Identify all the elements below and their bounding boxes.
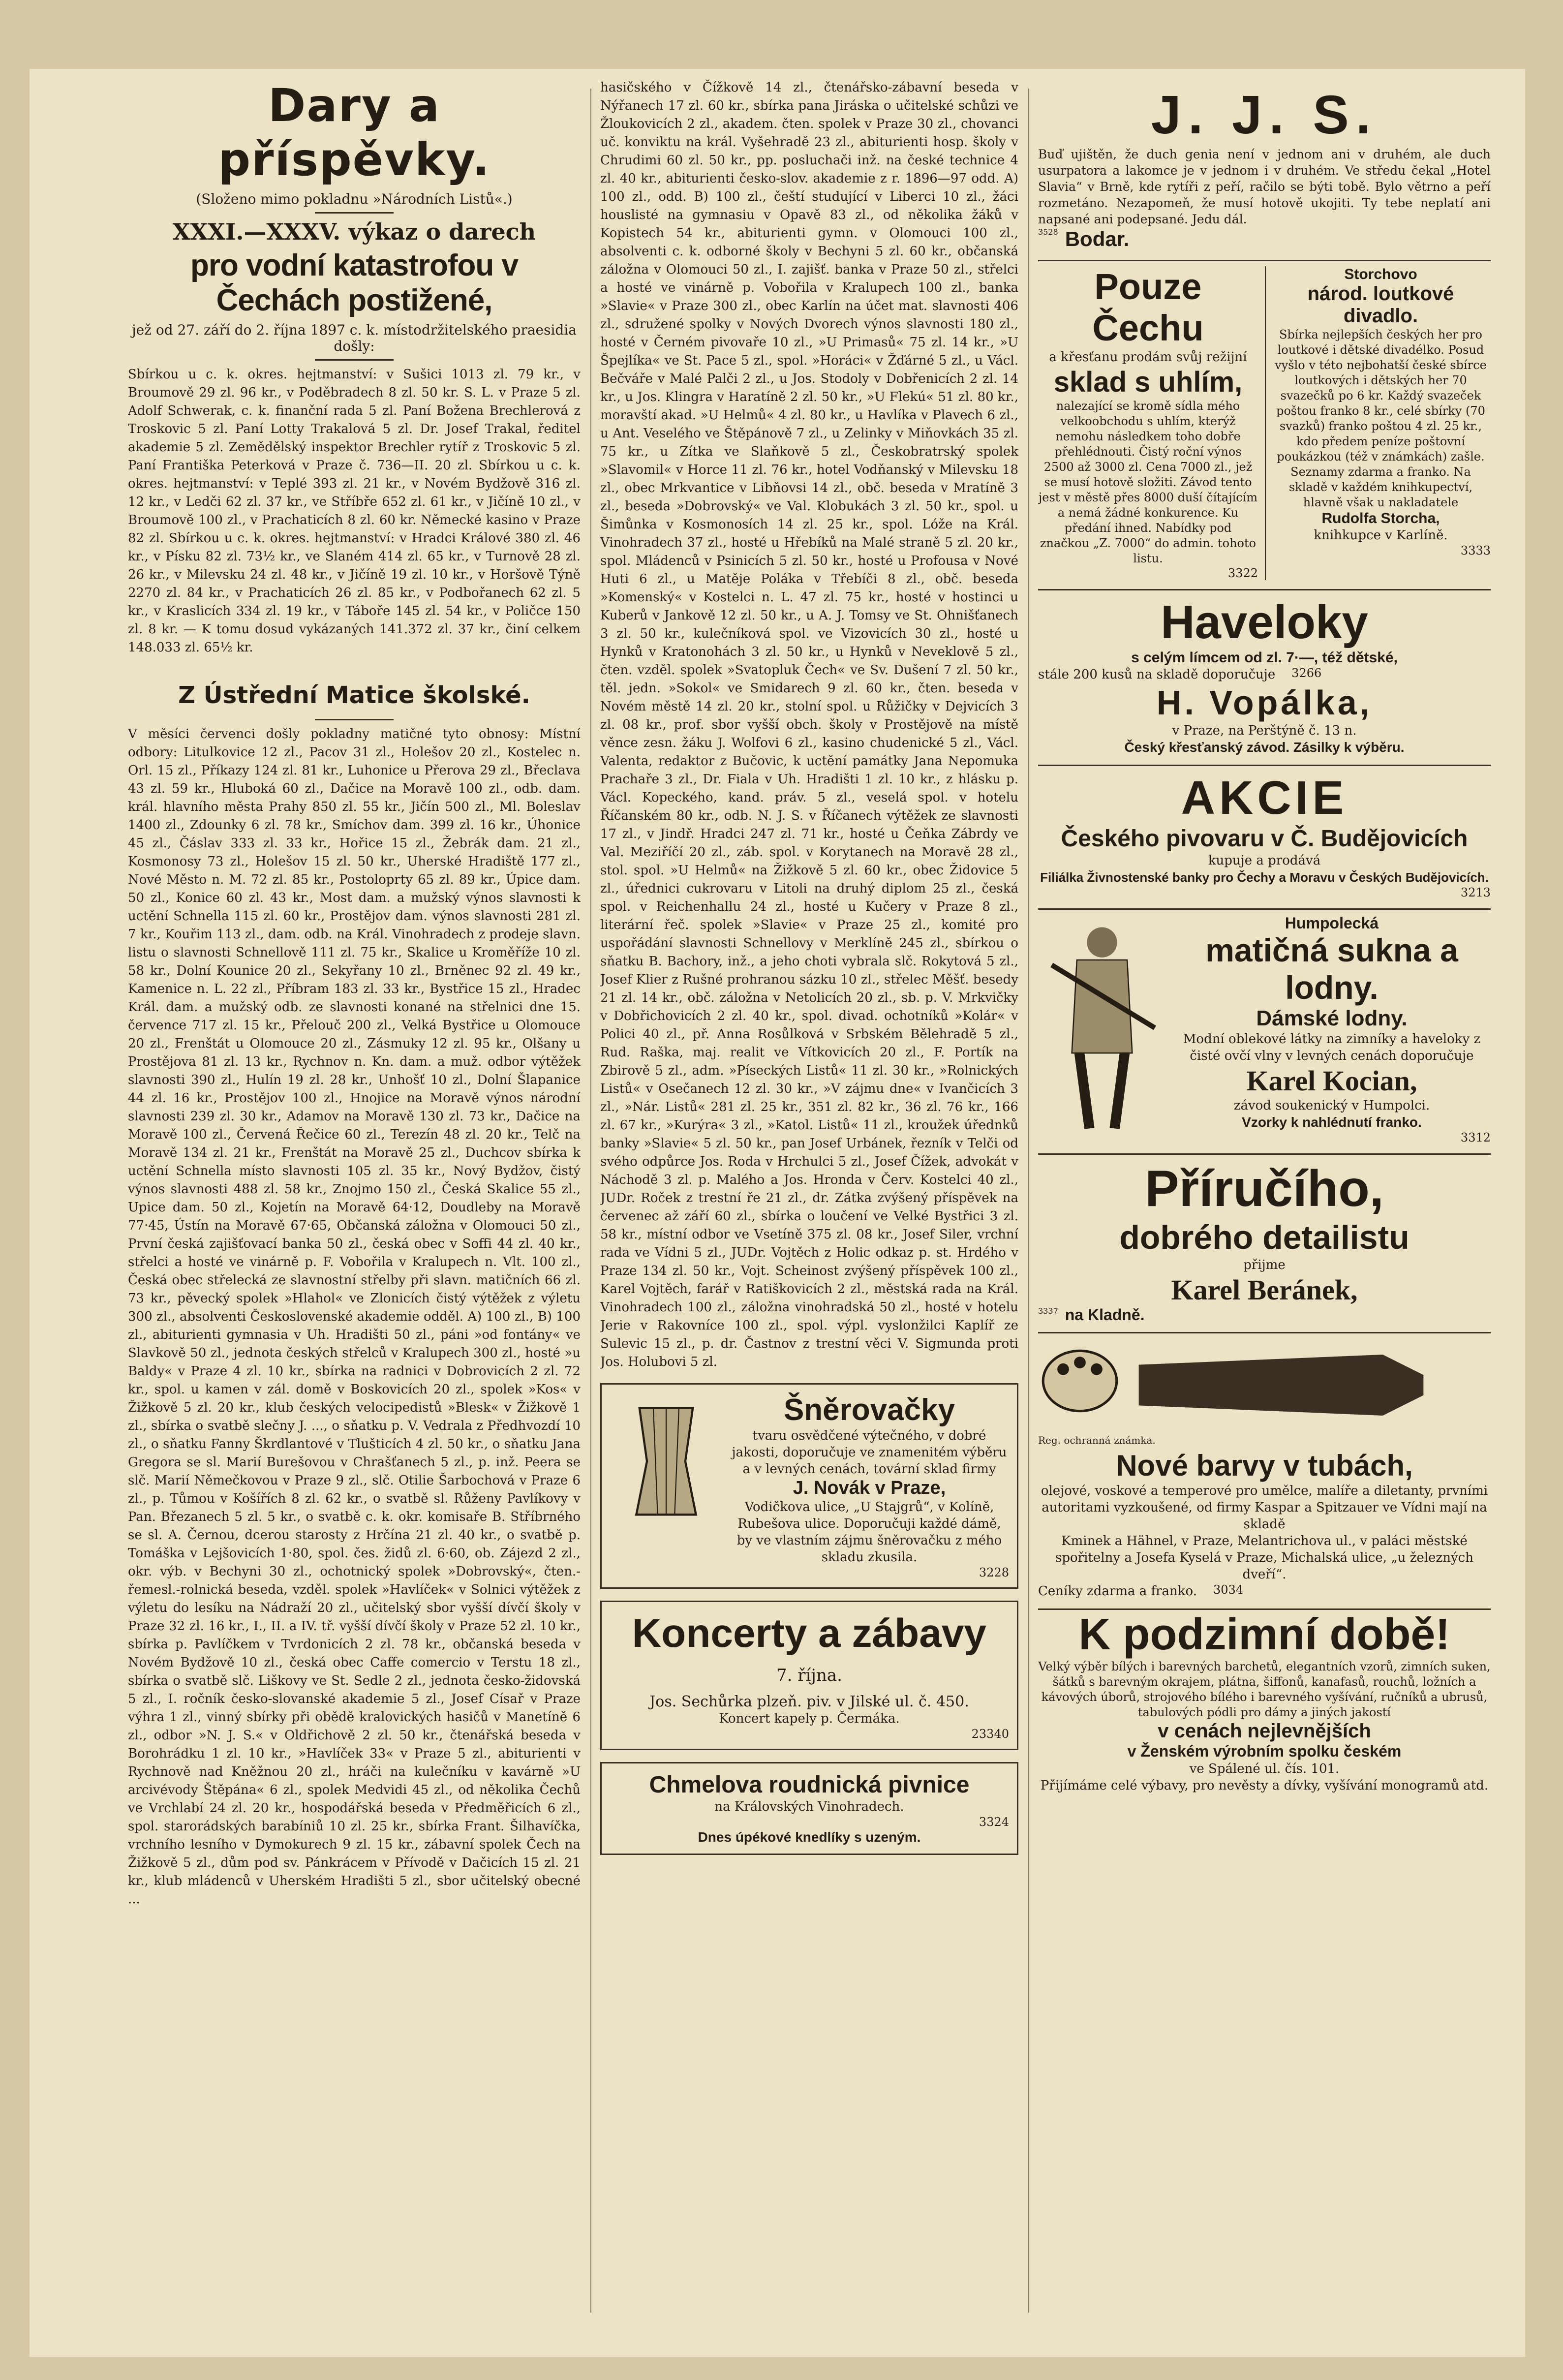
column-2 xyxy=(600,79,1018,1867)
ad-firm: v Ženském výrobním spolku českém xyxy=(1127,1742,1402,1760)
ad-title: J. J. S. xyxy=(1151,85,1378,145)
ad-firm: Rudolfa Storcha, xyxy=(1321,510,1440,526)
ad-title: Šněrovačky xyxy=(783,1393,955,1427)
page-title: Dary a příspěvky. xyxy=(218,79,490,186)
ad-line: v cenách nejlevnějších xyxy=(1158,1720,1371,1742)
matice-title: Z Ústřední Matice školské. xyxy=(178,681,530,709)
ad-number: 3333 xyxy=(1460,544,1491,557)
ad-tag: Reg. ochranná známka. xyxy=(1038,1434,1156,1446)
ad-text2: stále 200 kusů na skladě doporučuje xyxy=(1038,667,1276,682)
ad-corsets xyxy=(600,1383,1018,1589)
ad-number: 3322 xyxy=(1227,566,1258,580)
ad-address: v Praze, na Perštýně č. 13 n. xyxy=(1172,723,1357,738)
ad-text: s celým límcem od zl. 7·—, též dětské, xyxy=(1131,649,1398,666)
ad-akcie xyxy=(1038,766,1491,910)
paint-tube-icon xyxy=(1129,1338,1434,1432)
ad-prirucni xyxy=(1038,1155,1491,1333)
ad-concerts xyxy=(600,1601,1018,1750)
ad-title: národ. loutkové divadlo. xyxy=(1307,283,1454,327)
ad-number: 3337 xyxy=(1038,1306,1058,1316)
ad-paints xyxy=(1038,1333,1491,1610)
ad-address: na Kladně. xyxy=(1065,1306,1145,1324)
ad-text: tvaru osvědčené výtečného, v dobré jakosti, doporučuje ve znamenitém výběru a v levných cenách, tovární sklad firmy xyxy=(732,1428,1007,1477)
ad-haveloky xyxy=(1038,590,1491,766)
ad-line: kupuje a prodává xyxy=(1208,853,1321,868)
ad-text: Velký výběr bílých i barevných barchetů, elegantních vzorů, zimních suken, šátků s barevným okrajem, plátna, šiffonů, kanafasů, rouchů, ložních a kávových úborů, strojového bílého i barevného vyšívání, ručníků a ubrusů, tabulových pódli pro dámy a jiných jakostí xyxy=(1038,1660,1491,1719)
ad-sub: Seznamy zdarma a franko. Na skladě v každém knihkupectví, hlavně však u nakladatele xyxy=(1288,465,1473,509)
divider xyxy=(315,359,394,361)
ad-head: Storchovo xyxy=(1344,266,1417,282)
ad-firm: Kminek a Hähnel, v Praze, Melantrichova ul., v paláci městské spořitelny a Josefa Kyselá v Praze, Michalská ulice, „u železných dveří“. xyxy=(1055,1534,1473,1582)
ad-number: 3228 xyxy=(979,1566,1009,1579)
hunter-figure-icon xyxy=(1038,915,1166,1141)
ad-title: Chmelova roudnická pivnice xyxy=(649,1772,970,1798)
ad-humpolec xyxy=(1038,910,1491,1155)
ad-sub2: Vzorky k nahlédnutí franko. xyxy=(1242,1114,1422,1130)
ad-number: 3528 xyxy=(1038,227,1058,237)
newspaper-page xyxy=(30,69,1525,2357)
ad-sub: Dámské lodny. xyxy=(1256,1006,1408,1030)
matice-text: V měsíci červenci došly pokladny matičné tyto obnosy: Místní odbory: Litulkovice 12 zl., Pacov 31 zl., Holešov 20 zl., Kostelec n. Orl. 15 zl., Příkazy 124 zl. 81 kr., Luhonice u Přerova 29 zl., Břeclava 43 zl. 59 kr., Hluboká 60 zl., Dačice na Moravě 100 zl., odb. dam. král. hlavního města Prahy 850 zl. 55 kr., Jičín 500 zl., Ml. Boleslav 1400 zl., Zdounky 6 zl. 78 kr., Smíchov dam. 399 zl. 16 kr., Úhonice 45 zl., Čáslav 333 zl. 33 kr., Hořice 15 zl., Žebrák dam. 21 zl., Kosmonosy 73 zl., Holešov 15 zl. 50 kr., Uherské Hradiště 177 zl., Nové Město n. M. 72 zl. 85 kr., Postoloprty 65 zl. 89 kr., Úpice dam. 50 zl., Konice 60 zl. 43 kr., Most dam. a mužský výnos slavnosti k uctění Schnella 115 zl. 60 kr., Prostějov dam. výnos slavnosti 281 zl. 7 kr., Kouřim 113 zl., dam. odb. na Král. Vinohradech z prodeje slavn. listu o slavnosti Schnellově 111 zl. 75 kr., Skalice u Kroměříže 10 zl. 58 kr., Dolní Kounice 20 zl., Sekyřany 10 zl., Brněnec 92 zl. 49 kr., Kamenice n. L. 22 zl., Příbram 183 zl. 33 kr., Bystřice 15 zl., Hradec Král. dam. a mužský odb. ze slavnosti konané na střelnici dne 15. července 717 zl. 15 kr., Přelouč 200 zl., Velká Bystřice u Olomouce 20 zl., Frenštát u Olomouce 20 zl., Zásmuky 12 zl. 95 kr., Olšany u Prostějova 81 zl. 13 kr., Rychnov n. Kn. dam. a muž. odbor výtěžek slavnosti 390 zl., Hulín 19 zl. 28 kr., Unhošť 10 zl., Dolní Šlapanice 44 zl. 16 kr., Prostějov 100 zl., Hnojice na Moravě výnos národní slavnosti 239 zl. 30 kr., Adamov na Moravě 130 zl. 73 kr., Dačice na Moravě 100 zl., Červená Řečice 60 zl., Terezín 48 zl. 20 kr., Telč na Moravě 134 zl. 21 kr., Frenštát na Moravě 25 zl., Duchcov sbírka k uctění Schnella místo slavnosti 105 zl. 35 kr., Nový Bydžov, čistý výnos slavnosti 488 zl. 58 kr., Znojmo 150 zl., Česká Skalice 55 zl., Upice dam. 50 zl., Kojetín na Moravě 64·12, Doudleby na Moravě 77·45, Ústín na Moravě 67·65, Občanská záložna v Olomouci 50 zl., První česká zajišťovací banka 50 zl., česká obec v Soffi 44 zl. 40 kr., střelci a hosté ve vinárně p. F. Vobořila v Kralupech n. Vlt. 100 zl., Česká obec střelecká ze slavnostní střelby při slavn. matičních 66 zl. 73 kr., pěvecký spolek »Hlahol« ve Zlonicích čistý výtěžek z výletu 300 zl., absolventi Československé akademie odděl. A) 100 zl., B) 100 zl., abiturienti gymnasia v Uh. Hradišti 50 zl., páni »od fontány« ve Slavkově 50 zl., jednota českých střelců v Kralupech 300 zl., hosté »u Baldy« v Praze 4 zl. 10 kr., sbírka na radnici v Dobrovicích 2 zl. 72 kr., spol. u kamen v zál. domě v Boskovicích 20 zl., spolek »Kos« v Žižkově 5 zl. 20 kr., klub českých velocipedistů »Blesk« v Žižkově 1 zl., sbírka o svatbě slečny J. ..., o sňatku p. V. Vedrala z Předhvozdí 10 zl., o sňatku Fanny Škrdlantové v Tlušticích 4 zl. 50 kr., o sňatku Jana Gregora se sl. Marií Burešovou v Chrašťanech 5 zl., p. inž. Peera se slč. Marií Němečkovou v Praze 9 zl., slč. Otilie Šarbochová v Praze 6 zl., p. Tůmou v Košířích 8 zl. 62 kr., o svatbě sl. Růženy Pavlíkovy v Pan. Březanech 5 zl. 5 kr., o svatbě c. k. okr. komisaře B. Stříbrného se sl. A. Černou, dcerou starosty z Hrčína 21 zl. 40 kr., o svatbě p. Tomáška v Lejšovicích 1·80, spol. čes. židů zl. 6·60, ob. Zájezd 2 zl., okr. výb. v Bechyni 30 zl., ochotnický spolek »Dobrovský«, čten.-řemesl.-rolnická beseda, vzděl. spolek »Havlíček« v Solnici výtěžek z výletu do lesíku na Nádraží 20 zl., učitelský sbor vyšší dívčí školy v Praze 32 zl. 16 kr., I., II. a IV. tř. vyšší dívčí školy v Praze 52 zl. 10 kr., sbírka p. Pavlíčkem v Tvrdonicích 2 zl. 78 kr., občanská beseda v Novém Bydžově 10 zl., česká obec Caffe comercio v Terstu 18 zl., sbírka o svatbě slč. Liškovy ve St. Sedle 2 zl., jednota česko-židovská 5 zl., I. ročník česko-slovanské akademie 5 zl., Josef Císař v Praze výhra 1 zl., vinný sbírky při obědě kralovických hasičů v Manetíně 6 zl., odbor »N. J. S.« v Oldřichově 2 zl. 50 kr., čtenářská beseda v Borohrádku 1 zl. 10 kr., »Havlíček 33« v Praze 5 zl., abiturienti v Rychnově nad Kněžnou 20 zl., hráči na kulečníku v kavárně »U arcivévody Štěpána« 6 zl., spolek Medvidi 45 zl., od několika Čechů ve Vrchlabí 24 zl. 20 kr., hospodářská beseda v Předměřicích 6 zl., spol. starorádských barabíniů 10 zl. 25 kr., sbírka Frant. Šilhavíčka, vrchního lesního v Dymokurech 9 zl. 15 kr., zábavní spolek Čech na Žižkově 5 zl., dům pod sv. Pánkrácem v Přívodě v Dačicích 15 zl. 21 kr., klub mládenců v Uherském Hradišti 5 zl., sbor učitelský obecné ... xyxy=(128,727,581,1907)
ad-number: 3266 xyxy=(1291,666,1322,680)
corset-icon xyxy=(610,1397,723,1525)
ad-firm: J. Novák v Praze, xyxy=(793,1478,946,1498)
ad-sub: Ceníky zdarma a franko. xyxy=(1038,1584,1197,1599)
ad-line: Jos. Sechůrka plzeň. piv. v Jilské ul. č. 450. xyxy=(649,1693,969,1710)
ad-text: olejové, voskové a temperové pro umělce, malíře a diletanty, prvními autoritami vyzkoušené, od firmy Kaspar a Spitzauer ve Vídni mají na skladě xyxy=(1041,1484,1488,1532)
ad-pub xyxy=(600,1762,1018,1855)
ad-sub: Český křesťanský závod. Zásilky k výběru. xyxy=(1124,740,1405,755)
palette-icon xyxy=(1038,1338,1122,1432)
ad-number: 3034 xyxy=(1213,1583,1244,1597)
ad-text: Sbírka nejlepších českých her pro loutkové i dětské divadélko. Posud vyšlo v této nejbohatší české sbírce loutkových i dětských her 70 svazečků po 6 kr. Každý svazeček poštou franko 8 kr., celé sbírky (70 svazků) franko poštou 4 zl. 25 kr., kdo předem peníze poštovní poukázkou (též v známkách) zašle. xyxy=(1275,328,1487,464)
ad-firm: Karel Kocian, xyxy=(1246,1065,1417,1097)
ad-text: Modní oblekové látky na zimníky a haveloky z čisté ovčí vlny v levných cenách doporučuje xyxy=(1183,1032,1481,1063)
column-divider xyxy=(1028,89,1029,2313)
ad-firm2: knihkupce v Karlíně. xyxy=(1314,528,1448,543)
ad-firm: H. Vopálka, xyxy=(1156,683,1373,722)
donations-continued: hasičského v Čížkově 14 zl., čtenářsko-zábavní beseda v Nýřanech 17 zl. 60 kr., sbírka pana Jiráska o učitelské schůzi ve Žloukovicích 2 zl., akadem. čten. spolek v Praze 30 zl., chovanci uč. konviktu na král. Vyšehradě 23 zl., abiturienti hosp. školy v Chrudimi 60 zl. 50 kr., pp. posluchači inž. na české technice 4 zl. 40 kr., abiturienti česko-slov. akademie z r. 1896—97 odd. A) 100 zl., odd. B) 100 zl., čeští studující v Liberci 10 zl., žáci houslisté na gymnasiu v Opavě 83 zl., od několika žáků v Kopistech 54 kr., abiturienti gymn. v Olomouci 100 zl., absolventi c. k. odborné školy v Bechyni 5 zl. 60 kr., občanská záložna v Olomouci 50 zl., I. zajišť. banka v Praze 50 zl., střelci a hosté ve vinárně p. Vobořila v Kralupech 100 zl., banka »Slavie« v Praze 300 zl., obec Karlín na účet mat. slavnosti 406 zl., sdružené spolky v Nových Dvorech výnos slavnosti 180 zl., hosté v Černém pivovaře 10 zl., »U Primasů« 75 zl. 14 kr., »U Špejlíka« ve St. Pace 5 zl., spol. »Horáci« v Žďárné 5 zl., u Václ. Bečváře v Malé Palči 2 zl., u Jos. Stodoly v Dobřenicích 2 zl. 14 kr., u Jos. Klingra v Haratíně 2 zl. 50 kr., »U Flekú« 51 zl. 80 kr., moravští akad. »U Helmů« 4 zl. 80 kr., u Havlíka v Plavech 6 zl., u Ant. Veselého ve Štěpánově 7 zl., u Zelinky v Miňovkách 35 zl. 75 kr., u Zítka ve Slaňkově 5 zl., Českobratrský spolek »Slavomil« v Horce 11 zl. 76 kr., hotel Vodňanský v Milevsku 18 zl., obec Mrkvantice v Libňovsi 14 zl., obč. beseda v Mratíně 3 zl., beseda »Dobrovský« ve Val. Klobukách 3 zl. 50 kr., spol. u Šimůnka v Kosmonosích 14 zl. 25 kr., spol. Lóže na Král. Vinohradech 37 zl., hosté u Hřebíků na Malé straně 5 zl. 20 kr., spol. Mládenců v Psinicích 5 zl. 50 kr., hosté u Profousa v Nové Huti 6 zl., u Matěje Poláka v Třebíči 8 zl., obč. beseda »Komenský« v Kostelci n. L. 47 zl. 75 kr., hosté v hostinci u Kuberů v Jankově 12 zl. 50 kr., u A. J. Tomsy ve St. Ohnišťanech 3 zl. 50 kr., kulečníková spol. ve Vizovicích 30 zl., hosté u Hynků v Kratonohách 3 zl. 50 kr., u Hynků v Neveklově 5 zl., čten. vzděl. spolek »Svatopluk Čech« ve Sv. Dušení 7 zl. 50 kr., těl. jedn. »Sokol« ve Smidarech 9 zl. 60 kr., čten. beseda v Novém městě 14 zl. 20 kr., stolní spol. u Růžičky v Dejvicích 3 zl. 08 kr., prof. sbor vyšší obch. školy v Prostějově na místě věnce zesn. žáku J. Wolfovi 6 zl., kasino chudenické 5 zl., Václ. Valenta, redaktor z Bučovic, k uctění památky Jana Nepomuka Prachaře 3 zl., Dr. Fiala v Uh. Hradišti 1 zl. 10 kr., z hlásku p. Václ. Kopeckého, kand. práv. 5 zl., veselá spol. v hotelu Říčanském 80 kr., odb. N. J. S. v Říčanech výtěžek ze slavnosti 17 zl., v Jindř. Hradci 247 zl. 71 kr., hosté u Čeňka Zábrdy ve Val. Meziříčí 20 zl., záb. spol. v Korytanech na Moravě 28 zl., stol. spol. »U Helmů« na Žižkově 5 zl. 60 kr., obec Židovice 5 zl., úřednici cukrovaru v Litoli na druhý diplom 25 zl., česká spol. v Reichenhallu 24 zl., hosté u Kučery v Praze 8 zl., literární řeč. spolek »Slavie« v Praze 25 zl., komité pro uspořádání slavnosti Schnellovy v Merklíně 245 zl., sbírkou o sňatku B. Bachory, inž., a jeho choti vybrala slč. Rokytová 5 zl., Josef Klier z Rušné prohranou sázku 10 zl., střelec Měšť. besedy 21 zl. 14 kr., obč. záložna v Netolicích 20 zl., sb. p. V. Mrkvičky v Dobřichovicích 2 zl. 40 kr., spol. divad. ochotníků »Kolár« v Polici 40 zl., př. Anna Rosůlková v Srbském Bělehradě 5 zl., Rud. Raška, maj. realit ve Vítkovicích 20 zl., F. Portík na Zbirově 5 zl., adm. »Píseckých Listů« 11 zl. 30 kr., »Rolnických Listů« v Osečanech 12 zl. 30 kr., »V zájmu dne« v Ivančicích 3 zl., »Nár. Listů« 281 zl. 25 kr., 351 zl. 82 kr., 36 zl. 76 kr., 166 zl. 67 kr., »Kurýra« 3 zl., »Katol. Listů« 11 zl., kroužek úřednků banky »Slavie« 5 zl. 50 kr., pan Josef Urbánek, řezník v Telči od svého odpůrce Jos. Roda v Hrchulci 5 zl., Josef Čížek, advokát v Náchodě 3 zl. p. Malého a Jos. Hronda v Červ. Kostelci 40 zl., JUDr. Roček z trestní ře 21 zl., dr. Zátka zvýšený příspěvek na červenec až září 60 zl., sbírka o loučení ve Velké Bystřici 3 zl. 58 kr., místní odbor ve Vsetíně 375 zl. 08 kr., Josef Siler, vrchní rada ve Vídni 5 zl., JUDr. Vojtěch z Holic odkaz p. st. Hrdého v Praze 134 zl. 50 kr., Vojt. Scheinost zvýšený příspěvek 100 zl., Karel Vojtěch, farář v Ratiškovicích 2 zl., městská rada na Král. Vinohradech 100 zl., záložna vinohradská 50 zl., hosté v hotelu Jerie v Rakovníce 100 zl., spol. výpl. vyslonžilci Kaplíř ze Sulevic 15 zl., p. dr. Častnov z trestní věci V. Sigmunda proti Jos. Holubovi 5 zl. xyxy=(600,80,1018,1369)
ad-address: Vodičkova ulice, „U Stajgrů“, v Kolíně, Rubešova ulice. Doporučuji každé dámě, by ve vlastním zájmu šněrovačku z mého skladu zkusila. xyxy=(736,1500,1002,1565)
ad-line: přijme xyxy=(1243,1258,1286,1272)
ad-head: Humpolecká xyxy=(1285,914,1379,932)
ad-big: sklad s uhlím, xyxy=(1053,366,1243,398)
ad-text: nalezající se kromě sídla mého velkoobchodu s uhlím, kterýž nemohu následkem toho dobře přehlédnouti. Čistý roční výnos 2500 až 3000 zl. Cena 7000 zl., jež se musí hotově složiti. Závod tento jest v městě přes 8000 duší čítajícím a nemá žádné konkurence. Ku předání ihned. Nabídky pod značkou „Z. 7000“ do admin. tohoto listu. xyxy=(1038,399,1258,565)
ad-title: Nové barvy v tubách, xyxy=(1116,1449,1413,1482)
ad-text: Buď ujištěn, že duch genia není v jednom ani v druhém, ale duch usurpatora a lakomce je v jednom i v druhém. Ve středu čekal „Hotel Slavia“ v Brně, kde rytíři z peří, račilo se býti tobě. Bylo větrno a peří rozmetáno. Nezapomeň, že musí hotově ukojiti. Ty tebe neplatí ani napsané ani podepsané. Jedu dál. xyxy=(1038,147,1491,226)
donations-text: Sbírkou u c. k. okres. hejtmanství: v Sušici 1013 zl. 79 kr., v Broumově 29 zl. 96 kr., v Poděbradech 8 zl. 50 kr. S. L. v Praze 5 zl. Adolf Schwerak, c. k. finanční rada 5 zl. Paní Božena Brechlerová z Troskovic 5 zl. Paní Lotty Trakalová 5 zl. Dr. Josef Trakal, ředitel akademie 5 zl. Zemědělský inspektor Brechler rytíř z Troskovic 5 zl. Paní Františka Peterková v Praze č. 736—II. 20 zl. Sbírkou u c. k. okres. hejtmanství: v Teplé 393 zl. 21 kr., v Novém Bydžově 316 zl. 12 kr., v Ledči 62 zl. 37 kr., ve Stříbře 652 zl. 61 kr., v Jičíně 10 zl., v Broumově 100 zl., v Prachaticích 8 zl. 60 kr. Německé kasino v Praze 82 zl. Sbírkou u c. k. okres. hejtmanství: v Hradci Králové 380 zl. 46 kr., v Písku 82 zl. 73½ kr., ve Slaném 414 zl. 65 kr., v Turnově 28 zl. 26 kr., v Milevsku 24 zl. 48 kr., v Jičíně 19 zl. 10 kr., v Horšově Týně 2270 zl. 84 kr., v Prachaticích 26 zl. 85 kr., v Podbořanech 62 zl. 5 kr., v Kraslicích 334 zl. 19 kr., v Táboře 145 zl. 54 kr., v Poličce 150 zl. 8 kr. — K tomu dosud vykázaných 141.372 zl. 37 kr., činí celkem 148.033 zl. 65½ kr. xyxy=(128,367,581,655)
ad-jjs xyxy=(1038,79,1491,261)
ad-sub: dobrého detailistu xyxy=(1119,1219,1410,1256)
ad-sub: a křesťanu prodám svůj režijní xyxy=(1049,350,1247,365)
ad-title: matičná sukna a lodny. xyxy=(1205,932,1458,1006)
ad-address: závod soukenický v Humpolci. xyxy=(1233,1098,1430,1113)
column-divider xyxy=(590,89,591,2313)
ad-signature: Bodar. xyxy=(1065,227,1130,250)
subtitle: (Složeno mimo pokladnu »Národních Listů«.) xyxy=(196,191,513,207)
section-heading: XXXI.—XXXV. výkaz o darech xyxy=(172,218,536,245)
ad-number: 3312 xyxy=(1460,1131,1491,1144)
divider xyxy=(315,212,394,214)
section-title: pro vodní katastrofou v Čechách postižené, xyxy=(190,248,518,317)
ad-sub: Českého pivovaru v Č. Budějovicích xyxy=(1061,826,1468,852)
ad-title: Koncerty a zábavy xyxy=(632,1611,987,1656)
column-3 xyxy=(1038,79,1491,1794)
column-1 xyxy=(128,79,581,1909)
ad-title: K podzimní době! xyxy=(1078,1610,1450,1659)
section-subtitle: jež od 27. září do 2. října 1897 c. k. místodržitelského praesidia došly: xyxy=(132,322,577,354)
ad-firm: Filiálka Živnostenské banky pro Čechy a Moravu v Českých Budějovicích. xyxy=(1040,870,1489,885)
ad-number: 3324 xyxy=(979,1815,1009,1829)
ad-title: Haveloky xyxy=(1161,596,1368,649)
ad-firm: Karel Beránek, xyxy=(1171,1274,1358,1306)
ad-title: Pouze Čechu xyxy=(1092,266,1204,348)
ad-sub: Koncert kapely p. Čermáka. xyxy=(719,1711,900,1726)
ad-coal xyxy=(1038,266,1258,580)
ad-sub: Přijímáme celé výbavy, pro nevěsty a dívky, vyšívání monogramů atd. xyxy=(1040,1778,1489,1793)
divider xyxy=(315,719,394,720)
ad-row xyxy=(1038,261,1491,590)
ad-title: Příručího, xyxy=(1145,1160,1384,1217)
ad-address: ve Spálené ul. čís. 101. xyxy=(1189,1762,1340,1776)
ad-sub: Dnes úpékové knedlíky s uzeným. xyxy=(698,1829,921,1845)
ad-autumn xyxy=(1038,1610,1491,1794)
ad-date: 7. října. xyxy=(776,1666,842,1685)
ad-line: na Královských Vinohradech. xyxy=(714,1799,904,1814)
ad-number: 23340 xyxy=(971,1727,1009,1741)
ad-title: AKCIE xyxy=(1181,772,1348,824)
ad-puppet-theatre xyxy=(1265,266,1491,580)
ad-number: 3213 xyxy=(1460,886,1491,899)
